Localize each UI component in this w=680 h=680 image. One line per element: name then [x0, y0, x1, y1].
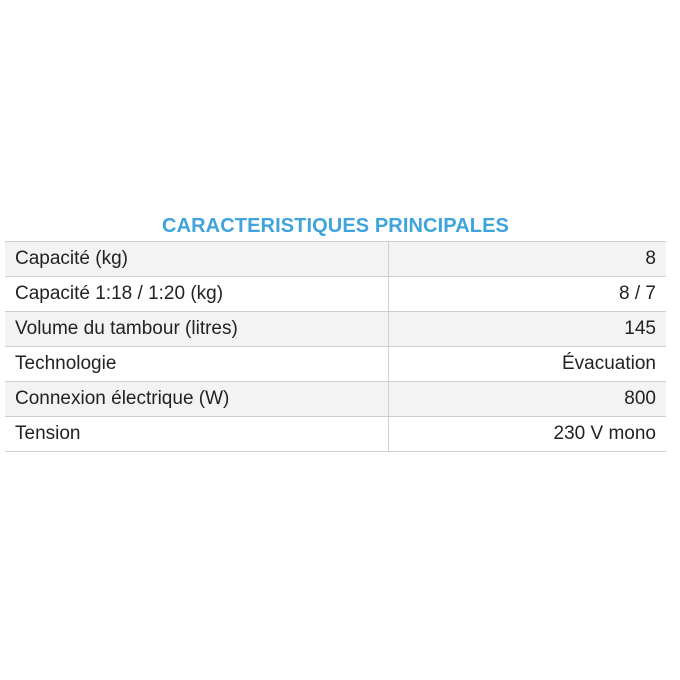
- table-row: [5, 277, 666, 312]
- spec-table: [5, 241, 666, 452]
- spec-label: Capacité 1:18 / 1:20 (kg): [5, 277, 389, 312]
- table-row: [5, 312, 666, 347]
- spec-value: 8: [389, 242, 667, 277]
- spec-label: Technologie: [5, 347, 389, 382]
- table-row: [5, 347, 666, 382]
- spec-label: Tension: [5, 417, 389, 452]
- spec-title: CARACTERISTIQUES PRINCIPALES: [162, 215, 509, 237]
- spec-value: 8 / 7: [389, 277, 667, 312]
- spec-value: 145: [389, 312, 667, 347]
- spec-value: 800: [389, 382, 667, 417]
- spec-value: 230 V mono: [389, 417, 667, 452]
- table-row: [5, 242, 666, 277]
- table-row: [5, 417, 666, 452]
- spec-section: [5, 211, 666, 452]
- spec-label: Volume du tambour (litres): [5, 312, 389, 347]
- spec-label: Connexion électrique (W): [5, 382, 389, 417]
- spec-label: Capacité (kg): [5, 242, 389, 277]
- spec-value: Évacuation: [389, 347, 667, 382]
- table-row: [5, 382, 666, 417]
